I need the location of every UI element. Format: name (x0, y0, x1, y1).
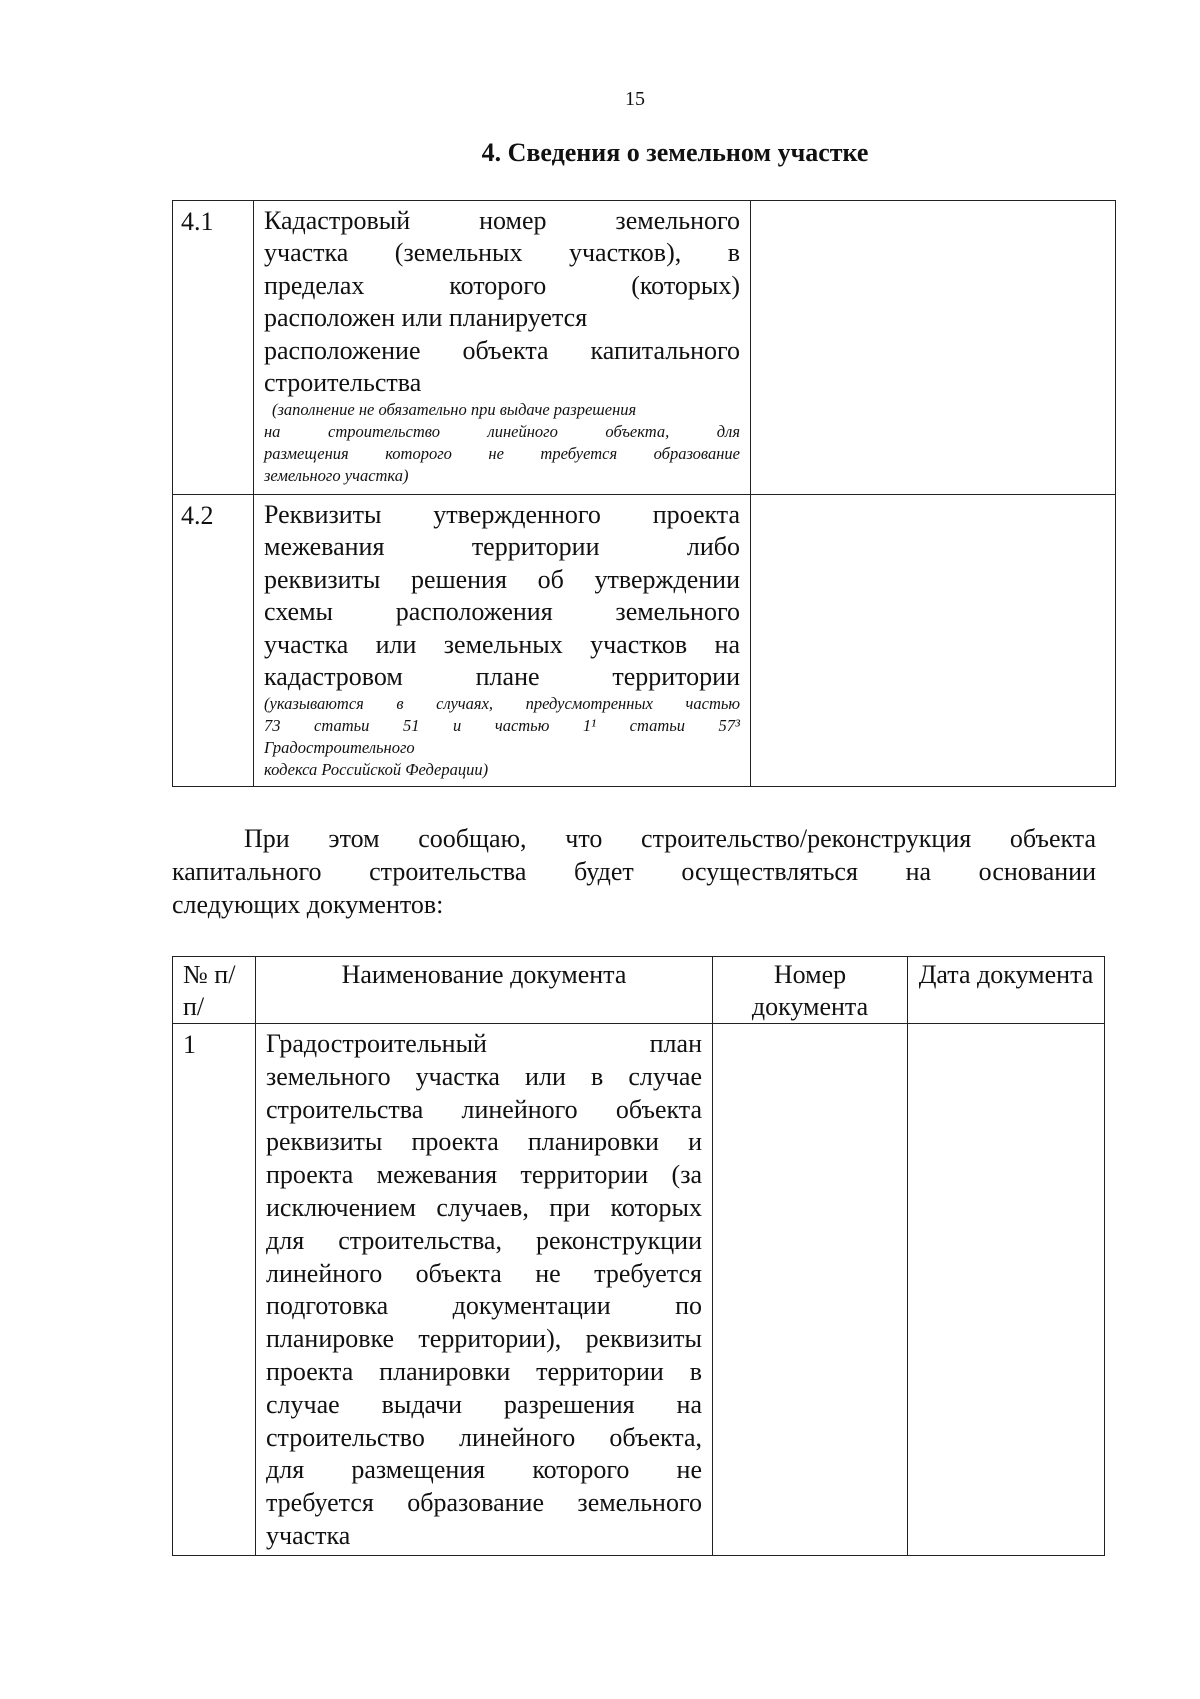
row-number: 4.2 (173, 495, 254, 787)
document-name (256, 1024, 713, 1556)
text-line: межевания территории либо (264, 532, 740, 562)
table-row (173, 1024, 1105, 1556)
note-line: кодекса Российской Федерации) (264, 760, 489, 780)
text-line: для размещения которого не (266, 1455, 702, 1485)
text-line: Градостроительный план (266, 1029, 702, 1058)
paragraph-line: При этом сообщаю, что строительство/реконструкция объекта (244, 824, 1096, 853)
row-value-cell[interactable] (751, 495, 1116, 787)
table-row (173, 201, 1116, 495)
row-number: 1 (173, 1024, 256, 1556)
paragraph-line: капитального строительства будет осуществляться на основании (172, 857, 1096, 886)
document-name-text (266, 1028, 702, 1553)
row-note (264, 693, 740, 781)
paragraph-line: следующих документов: (172, 890, 444, 919)
document-date-cell[interactable] (908, 1024, 1105, 1556)
text-line: линейного объекта не требуется (266, 1258, 702, 1288)
statement-paragraph (172, 822, 1096, 921)
row-main-text (264, 205, 740, 399)
text-line: проекта планировки территории в (266, 1356, 702, 1386)
header-no: № п/п/ (173, 957, 256, 1024)
text-line: Реквизиты утвержденного проекта (264, 500, 740, 529)
text-line: участка или земельных участков на (264, 629, 740, 659)
text-line: участка (266, 1520, 351, 1550)
text-line: исключением случаев, при которых (266, 1192, 702, 1222)
header-date: Дата документа (908, 957, 1105, 1024)
header-name: Наименование документа (256, 957, 713, 1024)
header-number: Номер документа (713, 957, 908, 1024)
text-line: проекта межевания территории (за (266, 1160, 702, 1190)
row-description (254, 201, 751, 495)
documents-table (172, 956, 1105, 1556)
text-line: планировке территории), реквизиты (266, 1324, 702, 1354)
document-number-cell[interactable] (713, 1024, 908, 1556)
note-line: (заполнение не обязательно при выдаче разрешения (272, 400, 637, 420)
page-number: 15 (625, 88, 645, 110)
text-line: подготовка документации по (266, 1291, 702, 1321)
text-line: строительства линейного объекта (266, 1094, 702, 1124)
text-line: для строительства, реконструкции (266, 1225, 702, 1255)
text-line: реквизиты проекта планировки и (266, 1127, 702, 1157)
row-number: 4.1 (173, 201, 254, 495)
text-line: земельного участка или в случае (266, 1061, 702, 1091)
note-line: на строительство линейного объекта, для (264, 422, 740, 442)
note-line: Градостроительного (264, 738, 415, 758)
land-plot-table (172, 200, 1116, 787)
text-line: схемы расположения земельного (264, 597, 740, 627)
row-main-text (264, 499, 740, 693)
text-line: реквизиты решения об утверждении (264, 564, 740, 594)
text-line: строительство линейного объекта, (266, 1422, 702, 1452)
text-line: Кадастровый номер земельного (264, 206, 740, 235)
text-line: случае выдачи разрешения на (266, 1389, 702, 1419)
text-line: требуется образование земельного (266, 1488, 702, 1518)
row-note (264, 399, 740, 487)
table-header-row (173, 957, 1105, 1024)
note-line: размещения которого не требуется образование (264, 444, 740, 464)
note-line: (указываются в случаях, предусмотренных частью (264, 694, 740, 714)
section-title: 4. Сведения о земельном участке (481, 138, 869, 167)
table-row (173, 495, 1116, 787)
row-description (254, 495, 751, 787)
text-line: участка (земельных участков), в (264, 238, 740, 268)
text-line: расположение объекта капитального (264, 335, 740, 365)
note-line: 73 статьи 51 и частью 1¹ статьи 57³ (264, 716, 740, 736)
text-line: кадастровом плане территории (264, 662, 740, 692)
text-line: строительства (264, 368, 422, 398)
text-line: расположен или планируется (264, 303, 588, 333)
note-line: земельного участка) (264, 466, 409, 486)
row-value-cell[interactable] (751, 201, 1116, 495)
text-line: пределах которого (которых) (264, 270, 740, 300)
